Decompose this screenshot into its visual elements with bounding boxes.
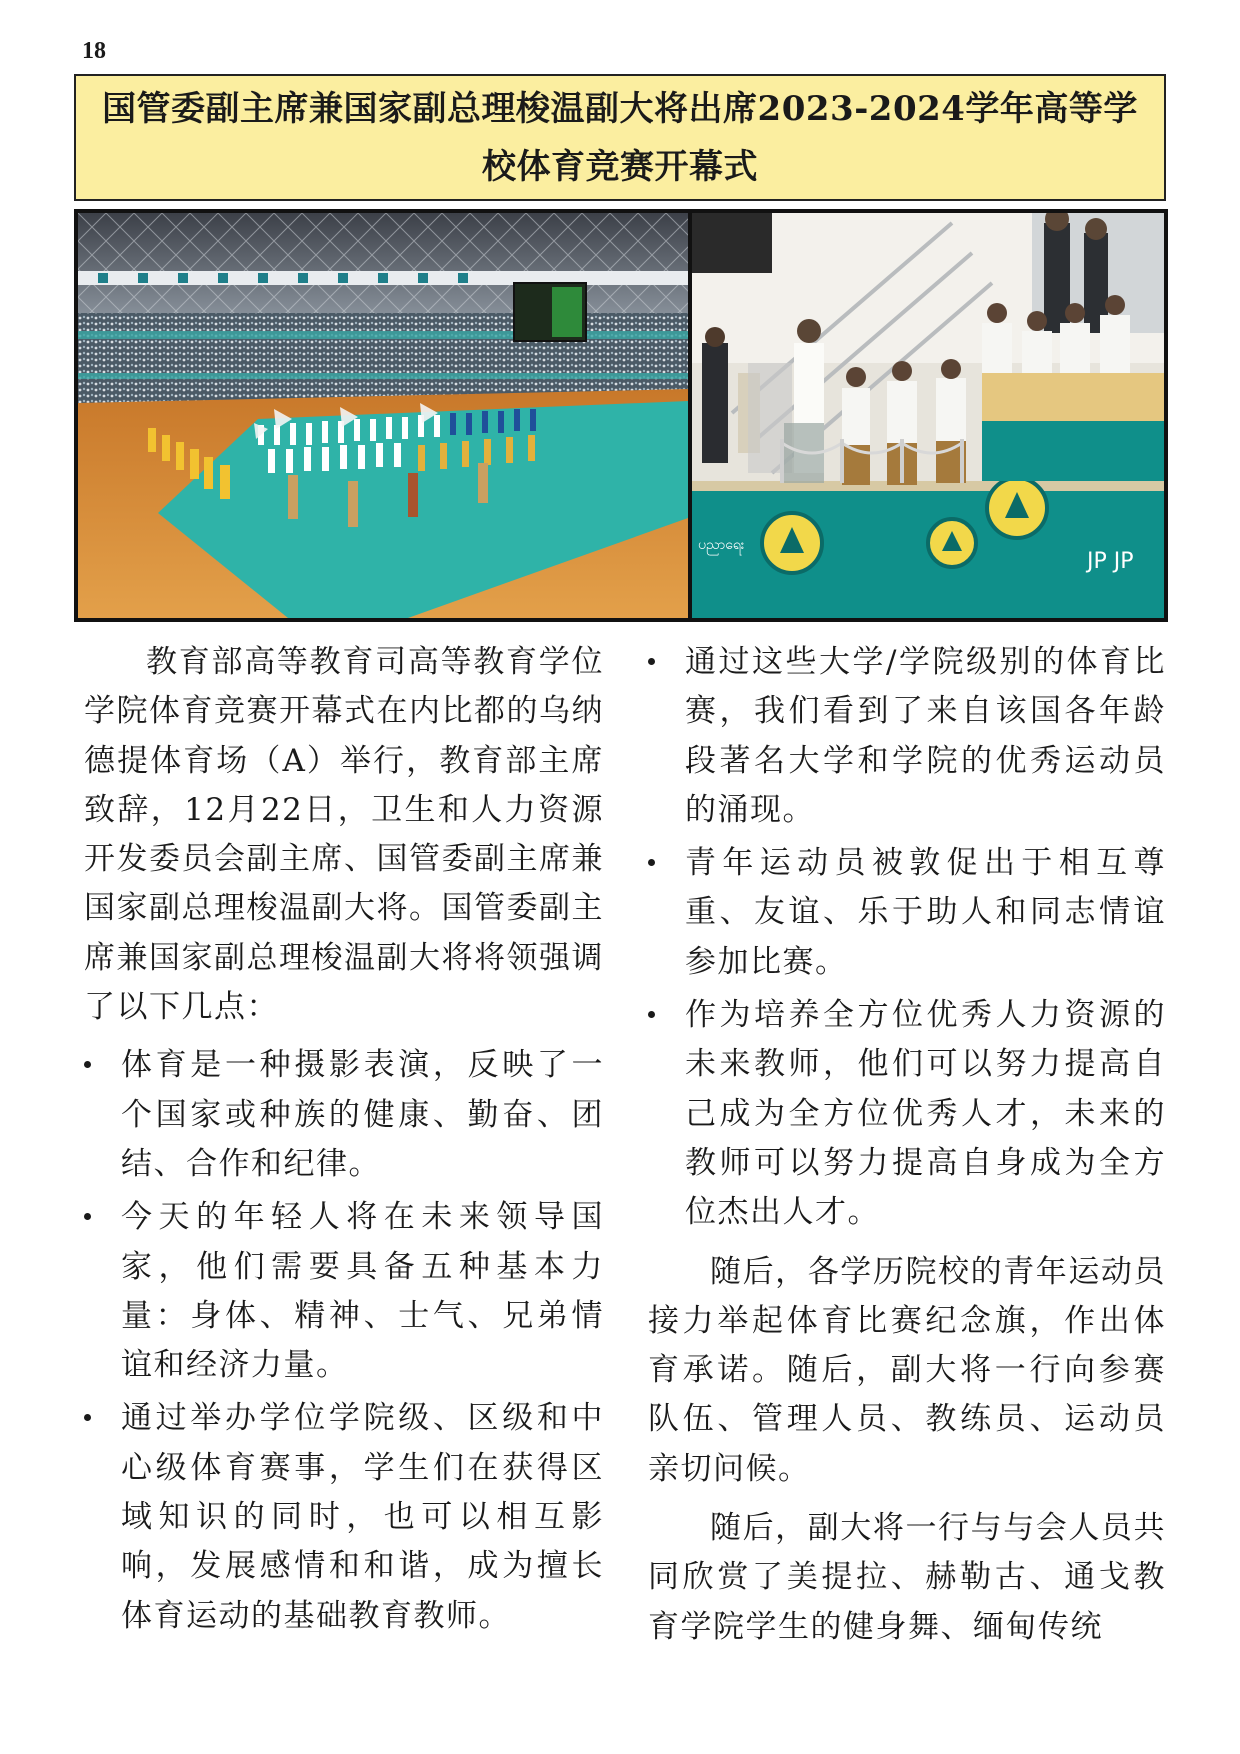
bullet-dot-icon <box>84 1061 91 1068</box>
bullet-item <box>648 638 1166 835</box>
title-banner <box>74 74 1166 201</box>
right-bullet-list <box>648 638 1166 1238</box>
bullet-dot-icon <box>648 859 655 866</box>
page-number: 18 <box>82 38 106 64</box>
right-text-column <box>648 638 1166 1652</box>
bullet-item <box>84 1394 604 1640</box>
bullet-text: 青年运动员被敦促出于相互尊重、友谊、乐于助人和同志情谊参加比赛。 <box>685 845 1166 980</box>
article-title: 国管委副主席兼国家副总理梭温副大将出席2023-2024学年高等学校体育竞赛开幕式 <box>102 88 1138 187</box>
bullet-dot-icon <box>84 1414 91 1421</box>
bullet-dot-icon <box>84 1213 91 1220</box>
svg-text:ပညာရေး: ပညာရေး <box>698 537 745 553</box>
body-paragraph: 随后，副大将一行与与会人员共同欣赏了美提拉、赫勒古、通戈教育学院学生的健身舞、缅甸传统 <box>648 1510 1166 1645</box>
bullet-item <box>648 839 1166 987</box>
svg-text:JP JP: JP JP <box>1087 549 1134 574</box>
intro-paragraph: 教育部高等教育司高等教育学位学院体育竞赛开幕式在内比都的乌纳德提体育场（A）举行，教育部主席致辞，12月22日，卫生和人力资源开发委员会副主席、国管委副主席兼国家副总理梭温副大将。国管委副主席兼国家副总理梭温副大将将领强调了以下几点： <box>84 644 604 1026</box>
stadium-ceremony-photo <box>78 213 688 618</box>
bullet-item <box>84 1193 604 1390</box>
bullet-text: 通过这些大学/学院级别的体育比赛，我们看到了来自该国各年龄段著名大学和学院的优秀运动员的涌现。 <box>685 644 1166 828</box>
bullet-text: 今天的年轻人将在未来领导国家，他们需要具备五种基本力量：身体、精神、士气、兄弟情谊和经济力量。 <box>121 1199 604 1384</box>
left-bullet-list <box>84 1041 604 1641</box>
body-paragraph: 随后，各学历院校的青年运动员接力举起体育比赛纪念旗，作出体育承诺。随后，副大将一行向参赛队伍、管理人员、教练员、运动员亲切问候。 <box>648 1253 1166 1487</box>
bullet-dot-icon <box>648 1011 655 1018</box>
bullet-item <box>84 1041 604 1189</box>
bullet-text: 体育是一种摄影表演，反映了一个国家或种族的健康、勤奋、团结、合作和纪律。 <box>121 1047 604 1182</box>
photo-strip <box>74 209 1168 622</box>
bullet-dot-icon <box>648 658 655 665</box>
bullet-item <box>648 991 1166 1237</box>
bullet-text: 作为培养全方位优秀人力资源的未来教师，他们可以努力提高自己成为全方位优秀人才，未来的教师可以努力提高自身成为全方位杰出人才。 <box>685 997 1166 1231</box>
bullet-text: 通过举办学位学院级、区级和中心级体育赛事，学生们在获得区域知识的同时，也可以相互影响，发展感情和和谐，成为擅长体育运动的基础教育教师。 <box>121 1400 604 1634</box>
speaker-podium-photo <box>692 213 1164 618</box>
left-text-column <box>84 638 604 1641</box>
